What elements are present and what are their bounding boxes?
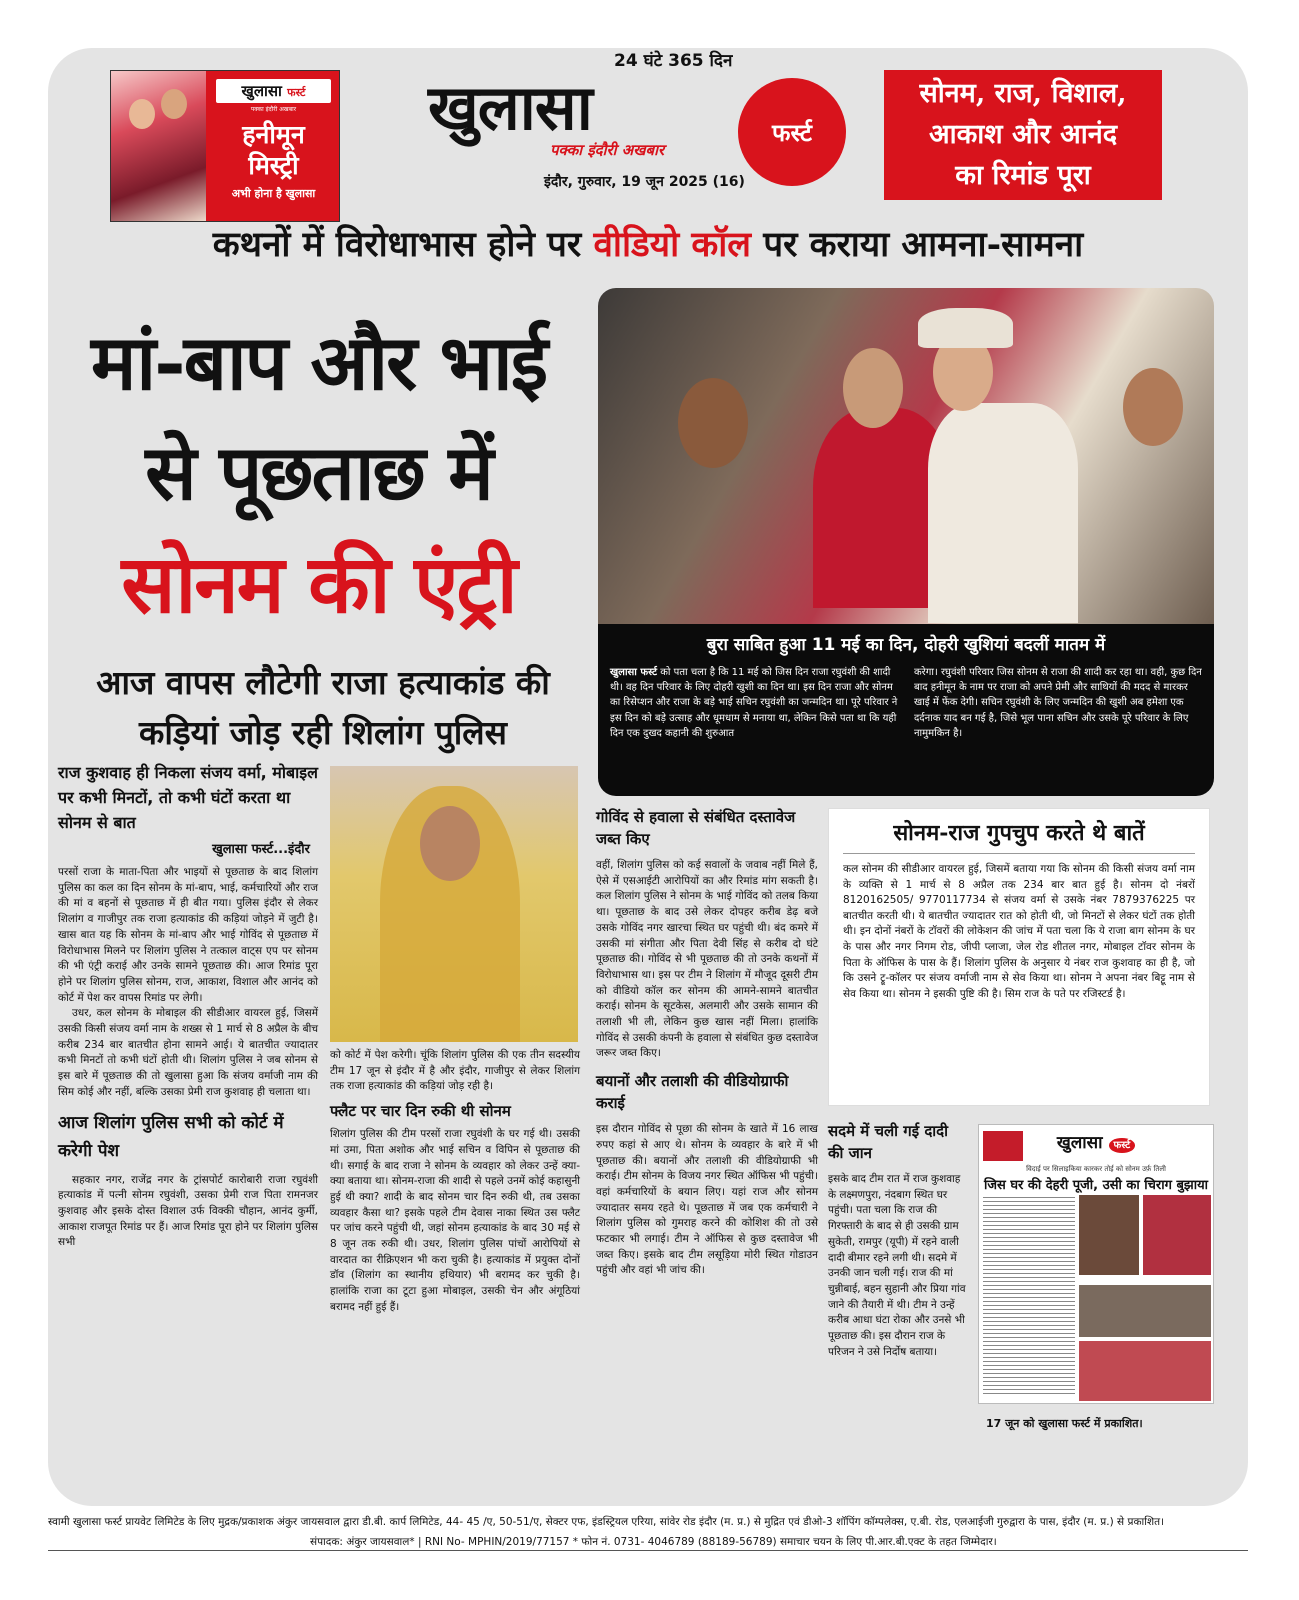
article-column-3	[596, 806, 818, 1279]
paragraph: वहीं, शिलांग पुलिस को कई सवालों के जवाब नहीं मिले हैं, ऐसे में एसआईटी आरोपियों का और रिमांड मांग सकती है। कल शिलांग पुलिस ने सोनम के भाई गोविंद को तलब किया था। पूछताछ के बाद उसे लेकर दोपहर करीब डेढ़ बजे उसके गोविंद नगर खारचा स्थित घर पहुंची थी। बंद कमरे में उसकी मां संगीता और पिता देवी सिंह से करीब दो घंटे पूछताछ की। गोविंद से भी पूछताछ की तो उनके कथनों में विरोधाभास था। इस पर टीम ने शिलांग में मौजूद दूसरी टीम को वीडियो कॉल कर सोनम की आमने-सामने बातचीत कराई। सोनम के सूटकेस, अलमारी और उसके सामान की तलाशी भी ली, लेकिन कुछ खास नहीं मिला। हालांकि गोविंद से उसकी कंपनी के हवाला से संबंधित कुछ दस्तावेज जरूर जब्त किए।	[596, 859, 818, 1060]
promo-title: हनीमून मिस्ट्री	[242, 120, 305, 180]
headline-line-1: मां-बाप और भाई	[90, 318, 547, 407]
clip-text-block	[983, 1197, 1075, 1397]
masthead-tagline: पक्का इंदौरी अखबार	[550, 141, 665, 159]
imprint-line-2: संपादक: अंकुर जायसवाल* | RNI No- MPHIN/2019/77157 * फोन नं. 0731- 4046789 (88189-56789) समाचार चयन के लिए पी.आर.बी.एक्ट के तहत जिम्मेदार।	[310, 1536, 997, 1548]
newspaper-name: खुलासा	[428, 71, 592, 144]
section-subhead: सदमे में चली गई दादी की जान	[828, 1122, 949, 1162]
headline-line-3: सोनम की एंट्री	[121, 537, 516, 631]
divider	[48, 1550, 1248, 1551]
article-deck: राज कुशवाह ही निकला संजय वर्मा, मोबाइल पर कभी मिनटों, तो कभी घंटों करता था सोनम से बात	[58, 763, 318, 832]
imprint-line-1: स्वामी खुलासा फर्स्ट प्रायवेट लिमिटेड के लिए मुद्रक/प्रकाशक अंकुर जायसवाल द्वारा डी.बी. कार्प लिमिटेड, 44- 45 /ए, 50-51/ए, सेक्टर एफ, इंडस्ट्रियल एरिया, सांवेर रोड इंदौर (म. प्र.) से मुद्रित एवं डीओ-3 शॉपिंग कॉम्पलेक्स, ए.बी. रोड, एलआईजी गुरुद्वारा के पास, इंदौर (म. प्र.) से प्रकाशित।	[48, 1516, 1165, 1528]
masthead-badge: फर्स्ट	[738, 78, 846, 186]
subheadline: आज वापस लौटेगी राजा हत्याकांड की कड़ियां जोड़ रही शिलांग पुलिस	[96, 663, 550, 752]
couple-photo	[111, 71, 206, 222]
promo-subtitle: अभी होना है खुलासा	[231, 187, 316, 200]
article-column-2	[330, 1048, 580, 1316]
clip-thumbnail	[983, 1131, 1023, 1161]
photo-caption-box	[598, 624, 1214, 796]
remand-headline-box[interactable]	[884, 70, 1162, 200]
clip-caption: 17 जून को खुलासा फर्स्ट में प्रकाशित।	[986, 1417, 1143, 1430]
earlier-edition-clipping[interactable]	[978, 1124, 1214, 1404]
caption-column-2: करेगा। रघुवंशी परिवार जिस सोनम से राजा की शादी कर रहा था। वही, कुछ दिन बाद हनीमून के नाम पर राजा को अपने प्रेमी और साथियों की मदद से मारकर खाई में फेंक देगी। सचिन रघुवंशी के लिए जन्मदिन की खुशी अब हमेशा एक दर्दनाक याद बन गई है, जिसे भूल पाना सचिन और उसके पूरे परिवार के लिए नामुमकिन है।	[914, 667, 1202, 739]
wedding-photo[interactable]	[598, 288, 1214, 624]
paragraph: को कोर्ट में पेश करेगी। चूंकि शिलांग पुलिस की एक तीन सदस्यीय टीम 17 जून से इंदौर में है और इंदौर, गाजीपुर से लेकर शिलांग तक राजा हत्याकांड की कड़ियां जोड़ रही है।	[330, 1049, 580, 1093]
sidebar-box	[828, 808, 1210, 1106]
main-headline[interactable]	[56, 308, 581, 640]
promo-panel	[206, 71, 340, 222]
paragraph: इस दौरान गोविंद से पूछा की सोनम के खाते में 16 लाख रुपए कहां से आए थे। सोनम के व्यवहार के बारे में भी पूछताछ की। बयानों और तलाशी की वीडियोग्राफी भी कराई। टीम सोनम के विजय नगर स्थित ऑफिस भी पहुंची। वहां कर्मचारियों के बयान लिए। यहां राज और सोनम ज्यादातर समय रहते थे। पूछताछ में जब एक कर्मचारी ने शिलांग पुलिस को गुमराह करने की कोशिश की तो उसे फटकार भी लगाई। टीम ने ऑफिस से कुछ दस्तावेज भी जब्त किए। इसके बाद टीम लसूड़िया मोरी स्थित गोडाउन पहुंची और वहां भी जांच की।	[596, 1123, 818, 1277]
clip-kicker: विदाई पर सिलाइकिया कारकर तोई को सोनम उर्फ़ तिली	[1026, 1165, 1166, 1173]
sonam-photo[interactable]	[330, 766, 578, 1042]
paragraph: इसके बाद टीम रात में राज कुशवाह के लक्ष्मणपुरा, नंदबाग स्थित घर पहुंची। पता चला कि राज की गिरफ्तारी के बाद से ही उसकी ग्राम सुकेती, रामपुर (यूपी) में रहने वाली दादी बीमार रहने लगी थी। सदमे में उनकी जान चली गई। राज की मां चुन्नीबाई, बहन सुहानी और प्रिया गांव जाने की तैयारी में थी। टीम ने उन्हें करीब आधा घंटा रोका और उनसे भी पूछताछ की। इस दौरान राज के परिजन ने उसे निर्दोष बताया।	[828, 1173, 966, 1358]
clip-photo	[1079, 1285, 1211, 1337]
paragraph: उधर, कल सोनम के मोबाइल की सीडीआर वायरल हुई, जिसमें उसकी किसी संजय वर्मा नाम के शख्स से 1 मार्च से 8 अप्रैल के बीच करीब 234 बार बातचीत होना सामने आई। ये बातचीत ज्यादातर कभी मिनटों तो कभी घंटों होती थी। शिलांग पुलिस ने जब सोनम से इस बारे में पूछताछ की तो खुलासा हुआ कि संजय वर्माजी नाम की सिम कोई और नहीं, बल्कि उसका प्रेमी राज कुशवाह ही चलाता था।	[58, 1007, 318, 1098]
section-subhead: गोविंद से हवाला से संबंधित दस्तावेज जब्त किए	[596, 808, 796, 848]
paragraph: कल सोनम की सीडीआर वायरल हुई, जिसमें बताया गया कि सोनम की किसी संजय वर्मा नाम के व्यक्ति से 1 मार्च से 8 अप्रैल तक 234 बार बात हुई है। सोनम दो नंबरों 8120162505/ 9770117734 से संजय वर्मा से उसके नंबर 7879376225 पर बातचीत करती थी। ये बातचीत ज्यादातर रात को होती थी, जो मिनटों से लेकर घंटों तक होती थी। इन दोनों नंबरों के टॉवरों की लोकेशन की जांच में पता चला कि ये राजा बाग सोनम के घर के पास और नगर निगम रोड, जीपी प्लाजा, जेल रोड शीतल नगर, मोबाइल टॉवर सोनम के पिता के ऑफिस के पास के हैं। शिलांग पुलिस के अनुसार ये नंबर राज कुशवाह का ही है, जो कि उसने ट्रू-कॉलर पर संजय वर्माजी नाम से सेव किया था। सोनम ने अपना नंबर बिट्टू नाम से सेव किया था। सोनम ने इसकी पुष्टि की है। सिम राज के पते पर रजिस्टर्ड है।	[843, 863, 1195, 1000]
paragraph: परसों राजा के माता-पिता और भाइयों से पूछताछ के बाद शिलांग पुलिस का कल का दिन सोनम के मां-बाप, भाई, कर्मचारियों और राज की मां व बहनों से पूछताछ में ही बीत गया। पुलिस इंदौर से लेकर शिलांग व गाजीपुर तक राजा हत्याकांड की कड़ियां जोड़ने में जुटी है। खास बात यह कि सोनम के मां-बाप और भाई गोविंद से पूछताछ में विरोधाभास मिलने पर शिलांग पुलिस ने तत्काल वाट्स एप पर सोनम की भी एंट्री कराई और उनके सामने पूछताछ की। आज रिमांड पूरा होने पर शिलांग पुलिस सोनम, राज, आकाश, विशाल और आनंद को कोर्ट में पेश कर वापस रिमांड पर लेगी।	[58, 866, 318, 1004]
remand-line-2: आकाश और आनंद	[928, 119, 1118, 150]
article-column-5	[828, 1120, 968, 1360]
clip-photo	[1079, 1195, 1139, 1275]
masthead	[420, 48, 860, 208]
byline: खुलासा फर्स्ट...इंदौर	[212, 842, 310, 857]
imprint-footer	[48, 1512, 1248, 1552]
remand-line-3: का रिमांड पूरा	[955, 160, 1091, 191]
section-subhead: आज शिलांग पुलिस सभी को कोर्ट में करेगी पेश	[58, 1112, 284, 1161]
clip-headline: जिस घर की देहरी पूजी, उसी का चिराग बुझाया	[984, 1178, 1208, 1193]
clip-photo	[1143, 1195, 1211, 1275]
clip-masthead: खुलासा फर्स्ट	[979, 1125, 1213, 1165]
promo-logo: खुलासा फर्स्ट	[216, 79, 331, 103]
honeymoon-mystery-promo[interactable]	[110, 70, 340, 222]
promo-tagline: पक्का इंदौरी अखबार	[250, 106, 297, 113]
caption-column-1: खुलासा फर्स्ट को पता चला है कि 11 मई को जिस दिन राजा रघुवंशी की शादी थी। वह दिन परिवार के लिए दोहरी खुशी का दिन था। इस दिन राजा और सोनम का रिसेप्शन और राजा के बड़े भाई सचिन रघुवंशी का जन्मदिन था। पूरे परिवार ने इस दिन को बड़े उत्साह और धूमधाम से मनाया था, लेकिन किसे पता था कि यही दिन एक दुखद कहानी की शुरुआत	[610, 667, 898, 739]
paragraph: शिलांग पुलिस की टीम परसों राजा रघुवंशी के घर गई थी। उसकी मां उमा, पिता अशोक और भाई सचिन व विपिन से पूछताछ की थी। सगाई के बाद राजा ने सोनम के व्यवहार को लेकर उन्हें क्या-क्या बताया था। सोनम-राजा की शादी से पहले उनमें कोई कहासुनी हुई थी क्या? शादी के बाद सोनम चार दिन रुकी थी, तब उसका व्यवहार कैसा था? इसके पहले टीम देवास नाका स्थित उस फ्लैट पर जांच करने पहुंची थी, जहां सोनम हत्याकांड के बाद 30 मई से 8 जून तक रुकी थी। उधर, शिलांग पुलिस पांचों आरोपियों से वारदात का रीक्रिएशन भी करा चुकी है। हत्याकांड में प्रयुक्त दोनों डॉव (शिलांग का स्थानीय हथियार) भी बरामद कर चुकी है। हालांकि राजा का टूटा हुआ मोबाइल, उसकी चेन और अंगूठियां बरामद नहीं हुई हैं।	[330, 1128, 580, 1313]
sidebar-title: सोनम-राज गुपचुप करते थे बातें	[843, 817, 1195, 854]
kicker-headline: कथनों में विरोधाभास होने पर वीडियो कॉल पर कराया आमना-सामना	[212, 224, 1084, 265]
section-subhead: बयानों और तलाशी की वीडियोग्राफी कराई	[596, 1072, 789, 1113]
headline-line-2: से पूछताछ में	[145, 428, 492, 517]
dateline: इंदौर, गुरुवार, 19 जून 2025 (16)	[544, 174, 745, 190]
remand-line-1: सोनम, राज, विशाल,	[919, 78, 1127, 109]
article-column-1	[58, 760, 318, 1251]
clip-photo	[1079, 1341, 1211, 1401]
caption-title: बुरा साबित हुआ 11 मई का दिन, दोहरी खुशियां बदलीं मातम में	[706, 635, 1106, 655]
masthead-slogan: 24 घंटे 365 दिन	[614, 51, 733, 71]
paragraph: सहकार नगर, राजेंद्र नगर के ट्रांसपोर्ट कारोबारी राजा रघुवंशी हत्याकांड में पत्नी सोनम रघुवंशी, उसका प्रेमी राज पिता रामनजर कुशवाह और इसके दोस्त विशाल उर्फ विक्की चौहान, आनंद कुर्मी, आकाश राजपूत रिमांड पर हैं। आज रिमांड पूरा होने पर शिलांग पुलिस सभी	[58, 1173, 318, 1249]
newspaper-page	[48, 48, 1248, 1506]
section-subhead: फ्लैट पर चार दिन रुकी थी सोनम	[330, 1102, 511, 1121]
